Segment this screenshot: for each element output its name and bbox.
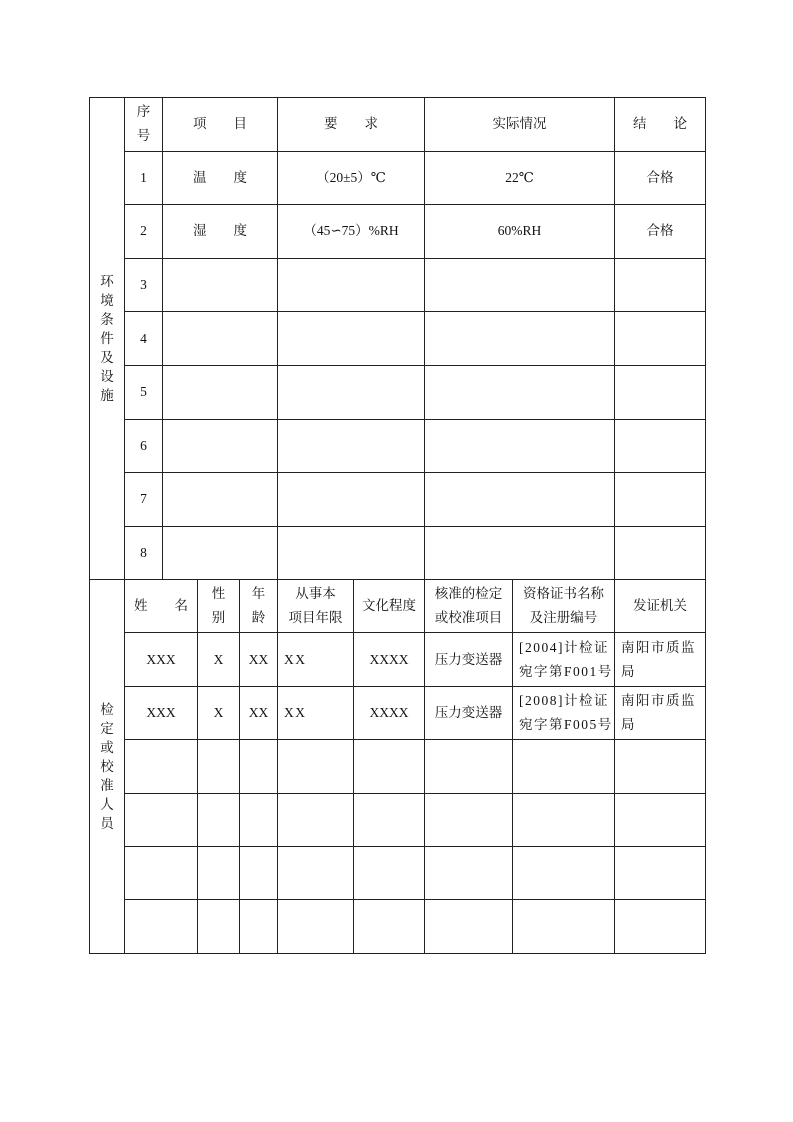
table-cell: XXXX xyxy=(354,633,425,686)
table-row xyxy=(90,633,706,686)
table-cell xyxy=(163,473,278,527)
table-cell: X xyxy=(198,633,240,686)
column-header: 性 别 xyxy=(198,580,240,633)
column-header: 姓 名 xyxy=(125,580,198,633)
table-cell xyxy=(125,793,198,846)
table-cell xyxy=(615,419,706,473)
table-cell xyxy=(425,473,615,527)
table-cell: 压力变送器 xyxy=(425,633,513,686)
table-cell: 南阳市质监 局 xyxy=(615,686,706,739)
table-cell xyxy=(425,526,615,580)
table-cell xyxy=(278,793,354,846)
table-cell: XXX xyxy=(125,686,198,739)
column-header: 核准的检定 或校准项目 xyxy=(425,580,513,633)
table-cell: 5 xyxy=(125,365,163,419)
table-cell xyxy=(278,846,354,899)
table-cell: （45∽75）%RH xyxy=(278,205,425,259)
table-cell xyxy=(425,258,615,312)
table-cell: X xyxy=(198,686,240,739)
table-cell xyxy=(615,258,706,312)
table-cell xyxy=(278,419,425,473)
table-cell xyxy=(615,846,706,899)
table-cell xyxy=(198,793,240,846)
table-cell xyxy=(513,793,615,846)
table-cell xyxy=(278,258,425,312)
table-cell xyxy=(513,900,615,953)
column-header: 年 龄 xyxy=(240,580,278,633)
table-cell xyxy=(278,740,354,793)
table-cell: XX xyxy=(278,686,354,739)
table-cell xyxy=(278,526,425,580)
table-cell xyxy=(513,740,615,793)
column-header: 结 论 xyxy=(615,98,706,152)
table-row xyxy=(90,900,706,953)
table-cell: 22℃ xyxy=(425,151,615,205)
header-row xyxy=(90,98,706,152)
table-cell: 湿 度 xyxy=(163,205,278,259)
table-cell xyxy=(240,793,278,846)
table-cell xyxy=(615,473,706,527)
table-cell xyxy=(615,740,706,793)
table-cell xyxy=(278,473,425,527)
environment-table xyxy=(89,97,706,580)
table-cell xyxy=(163,526,278,580)
table-row xyxy=(90,312,706,366)
table-cell xyxy=(198,846,240,899)
table-cell: XXXX xyxy=(354,686,425,739)
table-cell: 合格 xyxy=(615,205,706,259)
table-cell: [2008]计检证 宛字第F005号 xyxy=(513,686,615,739)
table-row xyxy=(90,793,706,846)
table-cell xyxy=(240,740,278,793)
column-header: 发证机关 xyxy=(615,580,706,633)
table-row xyxy=(90,473,706,527)
table-row xyxy=(90,686,706,739)
table-cell: 7 xyxy=(125,473,163,527)
table-cell: 3 xyxy=(125,258,163,312)
table-cell xyxy=(513,846,615,899)
table-cell: XX xyxy=(240,686,278,739)
table-cell xyxy=(425,740,513,793)
table-row xyxy=(90,526,706,580)
table-row xyxy=(90,205,706,259)
table-cell xyxy=(125,740,198,793)
table-cell: 6 xyxy=(125,419,163,473)
table-cell: 60%RH xyxy=(425,205,615,259)
section-label: 检 定 或 校 准 人 员 xyxy=(90,580,125,954)
table-row xyxy=(90,258,706,312)
table-cell xyxy=(163,419,278,473)
table-cell xyxy=(425,419,615,473)
column-header: 实际情况 xyxy=(425,98,615,152)
table-cell xyxy=(240,900,278,953)
table-cell xyxy=(354,740,425,793)
table-cell: 压力变送器 xyxy=(425,686,513,739)
table-cell xyxy=(163,365,278,419)
section-label: 环 境 条 件 及 设 施 xyxy=(90,98,125,580)
table-cell: 2 xyxy=(125,205,163,259)
table-cell xyxy=(354,846,425,899)
table-cell xyxy=(615,900,706,953)
table-cell xyxy=(425,900,513,953)
table-cell xyxy=(125,900,198,953)
table-cell xyxy=(615,312,706,366)
personnel-table xyxy=(89,579,706,954)
table-cell xyxy=(198,740,240,793)
table-cell: （20±5）℃ xyxy=(278,151,425,205)
column-header: 项 目 xyxy=(163,98,278,152)
table-cell xyxy=(240,846,278,899)
table-cell xyxy=(425,365,615,419)
table-cell: 8 xyxy=(125,526,163,580)
table-cell xyxy=(278,312,425,366)
table-cell: XX xyxy=(278,633,354,686)
table-cell xyxy=(615,793,706,846)
table-cell xyxy=(425,846,513,899)
table-cell xyxy=(278,365,425,419)
table-row xyxy=(90,419,706,473)
table-row xyxy=(90,740,706,793)
column-header: 要 求 xyxy=(278,98,425,152)
header-row xyxy=(90,580,706,633)
table-cell: 合格 xyxy=(615,151,706,205)
column-header: 序 号 xyxy=(125,98,163,152)
table-cell xyxy=(425,793,513,846)
table-cell: 温 度 xyxy=(163,151,278,205)
table-cell xyxy=(615,526,706,580)
table-cell xyxy=(198,900,240,953)
table-cell xyxy=(425,312,615,366)
table-row xyxy=(90,151,706,205)
column-header: 从事本 项目年限 xyxy=(278,580,354,633)
table-cell xyxy=(354,793,425,846)
table-row xyxy=(90,846,706,899)
table-cell xyxy=(163,312,278,366)
table-cell xyxy=(615,365,706,419)
table-cell: XXX xyxy=(125,633,198,686)
column-header: 文化程度 xyxy=(354,580,425,633)
table-cell xyxy=(125,846,198,899)
table-cell xyxy=(163,258,278,312)
table-row xyxy=(90,365,706,419)
table-cell xyxy=(278,900,354,953)
table-cell: 1 xyxy=(125,151,163,205)
table-cell: [2004]计检证 宛字第F001号 xyxy=(513,633,615,686)
table-cell xyxy=(354,900,425,953)
column-header: 资格证书名称 及注册编号 xyxy=(513,580,615,633)
table-cell: XX xyxy=(240,633,278,686)
table-cell: 4 xyxy=(125,312,163,366)
table-cell: 南阳市质监 局 xyxy=(615,633,706,686)
